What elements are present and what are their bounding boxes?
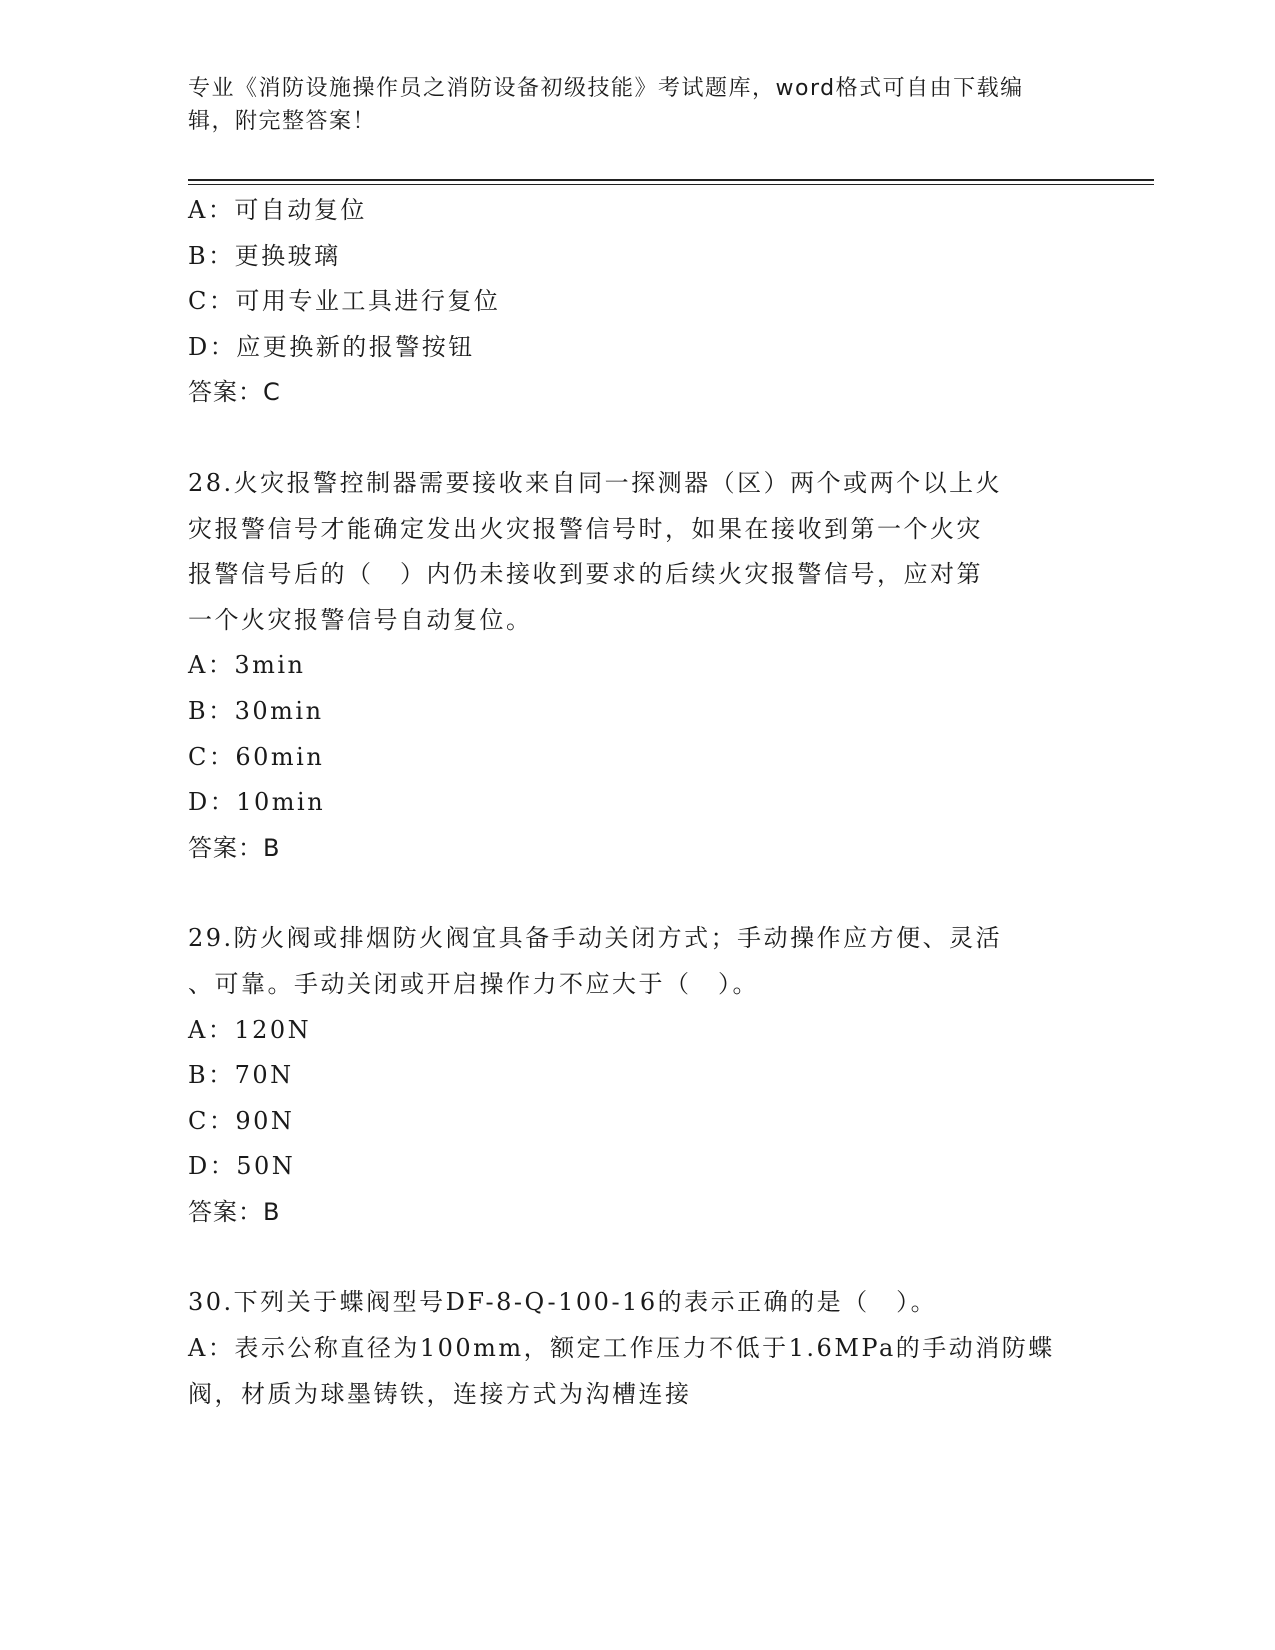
question-30-block [188,1280,1088,1417]
page-header: 专业《消防设施操作员之消防设备初级技能》考试题库，word格式可自由下载编辑，附完整答案！ [188,76,1024,134]
question-27-block [188,188,1088,416]
question-29-block [188,916,1088,1235]
question-stem-line: 灾报警信号才能确定发出火灾报警信号时，如果在接收到第一个火灾 [188,514,983,543]
header-rule-thick [188,179,1154,181]
question-stem-line: 28.火灾报警控制器需要接收来自同一探测器（区）两个或两个以上火 [188,468,1003,497]
option-b: B：30min [188,696,324,725]
question-stem-line: 一个火灾报警信号自动复位。 [188,605,533,634]
option-b: B：70N [188,1061,294,1090]
option-a: A：3min [188,651,306,680]
answer: 答案：C [188,378,281,407]
option-b: B：更换玻璃 [188,241,341,270]
question-stem-line: 29.防火阀或排烟防火阀宜具备手动关闭方式；手动操作应方便、灵活 [188,924,1003,953]
option-a-continued: 阀，材质为球墨铸铁，连接方式为沟槽连接 [188,1379,692,1408]
option-d: D：10min [188,788,326,817]
question-content [188,188,1088,1417]
option-d: D：应更换新的报警按钮 [188,332,475,361]
option-c: C：90N [188,1106,295,1135]
question-28-block [188,461,1088,871]
option-d: D：50N [188,1152,296,1181]
option-a: A：表示公称直径为100mm，额定工作压力不低于1.6MPa的手动消防蝶 [188,1334,1055,1363]
answer: 答案：B [188,833,281,862]
answer: 答案：B [188,1197,281,1226]
question-stem-line: 、可靠。手动关闭或开启操作力不应大于（ ）。 [188,969,759,998]
option-a: A：120N [188,1015,312,1044]
option-c: C：可用专业工具进行复位 [188,287,501,316]
question-stem-line: 30.下列关于蝶阀型号DF-8-Q-100-16的表示正确的是（ ）。 [188,1288,938,1317]
header-rule-thin [188,184,1154,185]
option-a: A：可自动复位 [188,196,367,224]
option-c: C：60min [188,742,325,771]
question-stem-line: 报警信号后的（ ）内仍未接收到要求的后续火灾报警信号，应对第 [188,560,983,589]
